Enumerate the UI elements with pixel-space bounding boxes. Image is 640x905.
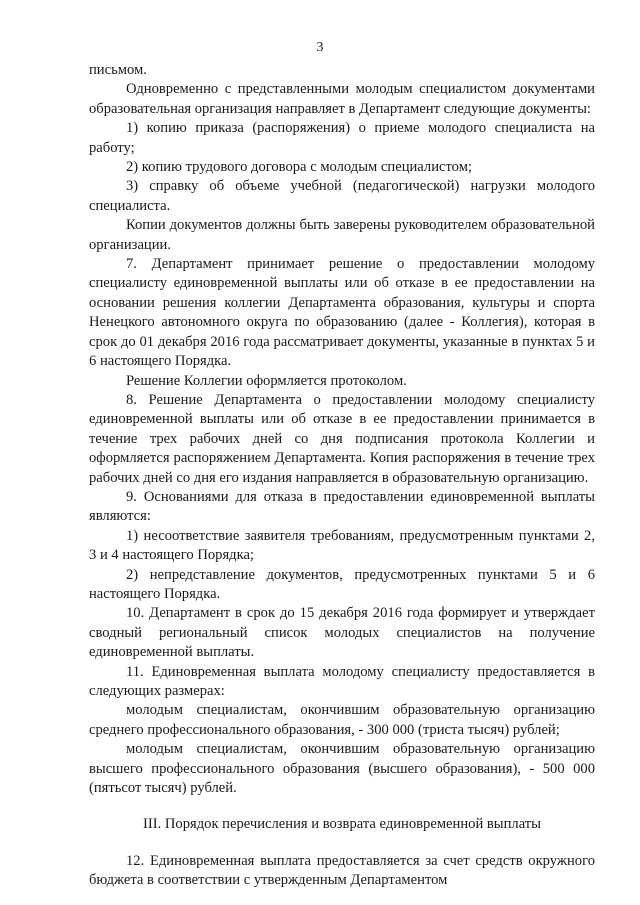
list-item: молодым специалистам, окончившим образовательную организацию высшего профессионального образования (высшего образования), - 500 000 (пятьсот тысяч) рублей. — [89, 741, 595, 797]
list-item: 2) непредставление документов, предусмотренных пунктами 5 и 6 настоящего Порядка. — [89, 566, 595, 602]
list-item: 1) копию приказа (распоряжения) о приеме молодого специалиста на работу; — [89, 120, 595, 156]
clause-11: 11. Единовременная выплата молодому специалисту предоставляется в следующих размерах: — [89, 663, 595, 699]
paragraph: Решение Коллегии оформляется протоколом. — [126, 372, 407, 389]
list-item: 3) справку об объеме учебной (педагогической) нагрузки молодого специалиста. — [89, 178, 595, 214]
document-body — [89, 61, 595, 891]
list-item: молодым специалистам, окончившим образовательную организацию среднего профессионального образования, - 300 000 (триста тысяч) рублей; — [89, 702, 595, 738]
paragraph: письмом. — [89, 62, 147, 78]
clause-7: 7. Департамент принимает решение о предоставлении молодому специалисту единовременной выплаты или об отказе в ее предоставлении на основании решения коллегии Департамента образования, культуры и спорта Ненецкого автономного округа по образованию (далее - Коллегия), которая в срок до 01 декабря 2016 года рассматривает документы, указанные в пунктах 5 и 6 настоящего Порядка. — [89, 256, 595, 370]
clause-8: 8. Решение Департамента о предоставлении молодому специалисту единовременной выплаты или об отказе в ее предоставлении принимается в течение трех рабочих дней со дня подписания протокола Коллегии и оформляется распоряжением Департамента. Копия распоряжения в течение трех рабочих дней со дня его издания направляется в образовательную организацию. — [89, 391, 595, 486]
clause-10: 10. Департамент в срок до 15 декабря 2016 года формирует и утверждает сводный региональный список молодых специалистов на получение единовременной выплаты. — [89, 605, 595, 661]
clause-12: 12. Единовременная выплата предоставляется за счет средств окружного бюджета в соответствии с утвержденным Департаментом — [89, 852, 595, 889]
list-item: 2) копию трудового договора с молодым специалистом; — [126, 159, 472, 176]
list-item: 1) несоответствие заявителя требованиям, предусмотренным пунктами 2, 3 и 4 настоящего Порядка; — [89, 527, 595, 564]
paragraph: Копии документов должны быть заверены руководителем образовательной организации. — [89, 217, 595, 253]
page-number: 3 — [316, 40, 324, 55]
clause-9: 9. Основаниями для отказа в предоставлении единовременной выплаты являются: — [89, 488, 595, 525]
section-heading: III. Порядок перечисления и возврата единовременной выплаты — [143, 816, 541, 833]
paragraph: Одновременно с представленными молодым специалистом документами образовательная организация направляет в Департамент следующие документы: — [89, 81, 595, 117]
